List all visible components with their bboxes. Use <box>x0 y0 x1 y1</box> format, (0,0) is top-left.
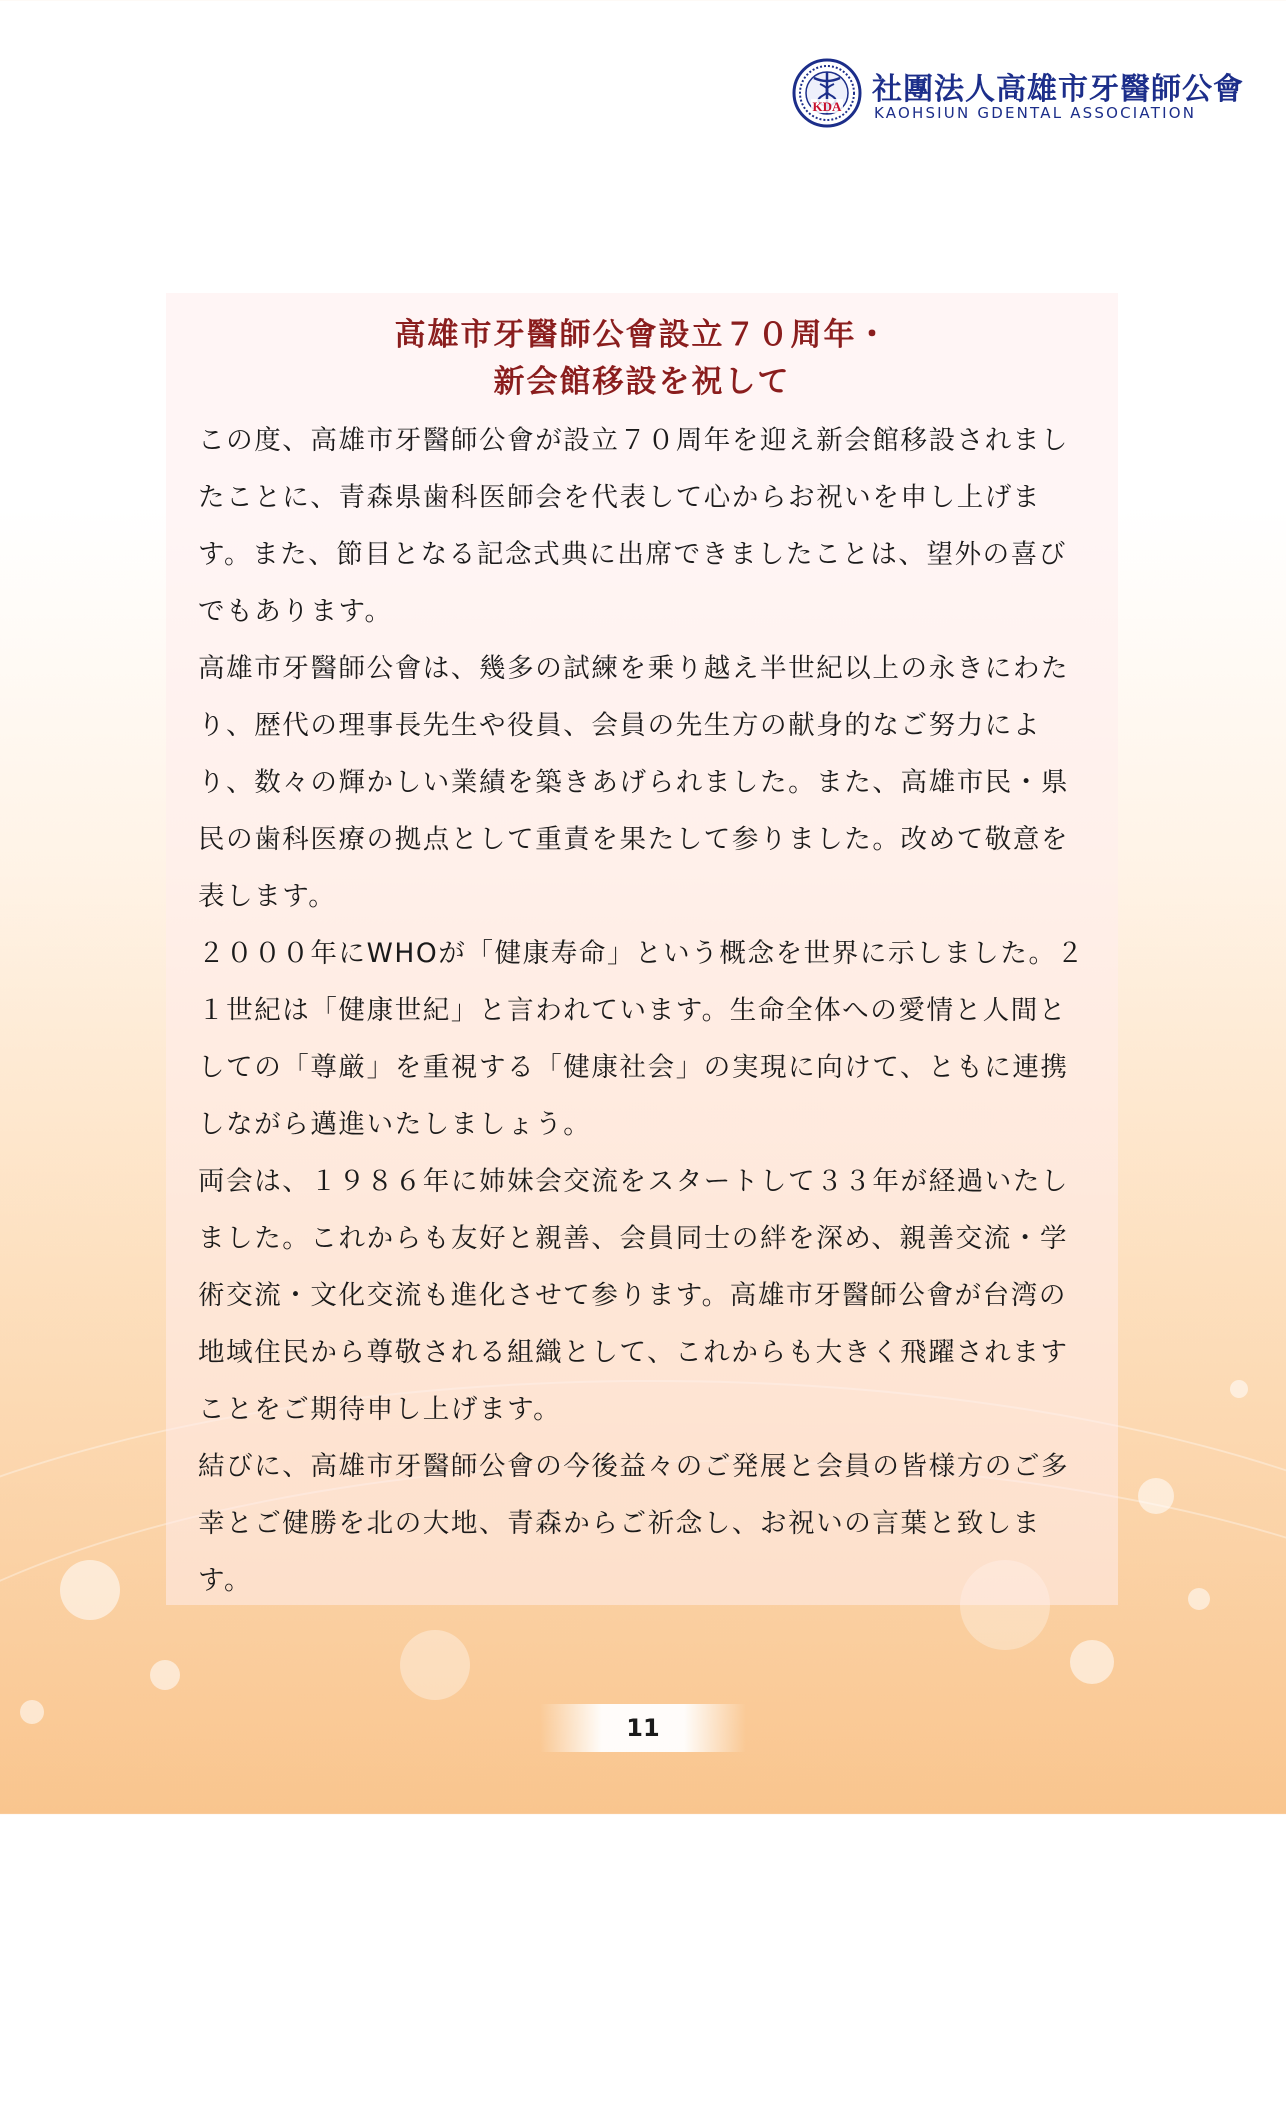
title-line-1: 高雄市牙醫師公會設立７０周年・ <box>394 317 890 353</box>
association-logo <box>792 56 1244 132</box>
title-line-2: 新会館移設を祝して <box>493 364 791 400</box>
org-name-en: KAOHSIUN GDENTAL ASSOCIATION <box>874 104 1197 122</box>
seal-text: KDA <box>812 99 842 114</box>
org-name: 社團法人高雄市牙醫師公會 <box>872 72 1244 107</box>
article-title <box>166 312 1118 406</box>
page-number: 11 <box>540 1704 746 1752</box>
paragraph: 結びに、高雄市牙醫師公會の今後益々のご発展と会員の皆様方のご多幸とご健勝を北の大地、青森からご祈念し、お祝いの言葉と致します。 <box>198 1451 1070 1596</box>
paragraph: 高雄市牙醫師公會は、幾多の試練を乗り越え半世紀以上の永きにわたり、歴代の理事長先生や役員、会員の先生方の献身的なご努力により、数々の輝かしい業績を築きあげられました。また、高雄市民・県民の歯科医療の拠点として重責を果たして参りました。改めて敬意を表します。 <box>198 653 1070 912</box>
article-body <box>198 412 1088 1609</box>
paragraph: ２０００年にWHOが「健康寿命」という概念を世界に示しました。２１世紀は「健康世紀」と言われています。生命全体への愛情と人間としての「尊厳」を重視する「健康社会」の実現に向けて、ともに連携しながら邁進いたしましょう。 <box>198 938 1085 1140</box>
kda-caduceus-seal-icon <box>792 58 862 128</box>
bokeh-decoration <box>1230 1380 1248 1398</box>
paragraph: この度、高雄市牙醫師公會が設立７０周年を迎え新会館移設されましたことに、青森県歯科医師会を代表して心からお祝いを申し上げます。また、節目となる記念式典に出席できましたことは、望外の喜びでもあります。 <box>198 425 1070 627</box>
paragraph: 両会は、１９８６年に姉妹会交流をスタートして３３年が経過いたしました。これからも友好と親善、会員同士の絆を深め、親善交流・学術交流・文化交流も進化させて参ります。高雄市牙醫師公會が台湾の地域住民から尊敬される組織として、これからも大きく飛躍されますことをご期待申し上げます。 <box>198 1166 1070 1425</box>
